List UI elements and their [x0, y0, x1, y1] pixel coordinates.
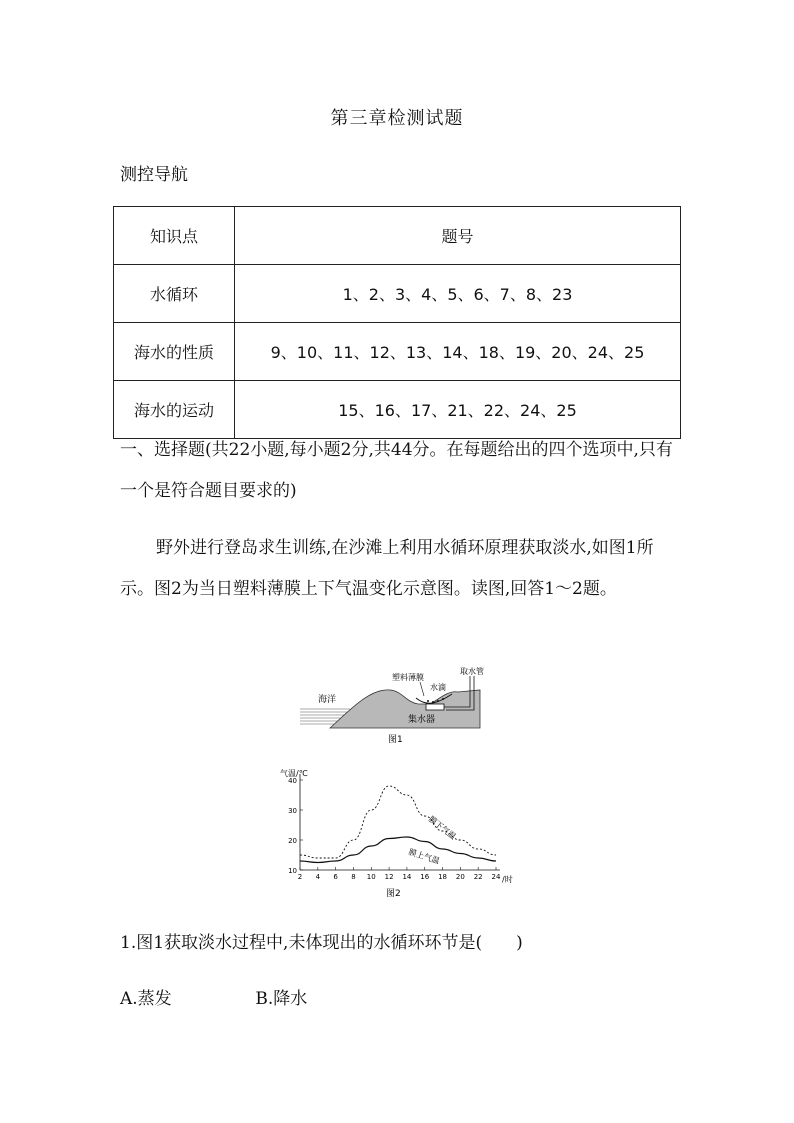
- series-line-1: [300, 837, 496, 866]
- series-label-under: 膜下气温: [426, 814, 458, 842]
- row-topic: 海水的性质: [114, 323, 235, 381]
- row-numbers: 1、2、3、4、5、6、7、8、23: [235, 265, 681, 323]
- label-pipe: 取水管: [460, 667, 484, 676]
- series-line-0: [300, 786, 496, 858]
- section-intro: 一、选择题(共22小题,每小题2分,共44分。在每题给出的四个选项中,只有一个是符合题目要求的): [120, 440, 673, 501]
- question-1: 1.图1获取淡水过程中,未体现出的水循环环节是( ): [120, 933, 523, 953]
- y-tick-label: 30: [288, 807, 297, 815]
- header-knowledge: 知识点: [114, 207, 235, 265]
- figure2-chart: [280, 768, 520, 908]
- nav-label: 测控导航: [120, 165, 188, 185]
- option-b[interactable]: B.降水: [255, 989, 308, 1009]
- chart-plot: [288, 774, 501, 881]
- x-tick-label: 18: [438, 873, 448, 881]
- label-ocean: 海洋: [318, 695, 337, 705]
- guide-table: [113, 206, 681, 439]
- sand-hill: [330, 690, 480, 728]
- row-topic: 水循环: [114, 265, 235, 323]
- y-tick-label: 20: [288, 837, 297, 845]
- figure1-diagram: [280, 660, 520, 750]
- x-tick-label: 6: [333, 873, 338, 881]
- figure2-caption: 图2: [386, 889, 401, 899]
- x-tick-label: 16: [420, 873, 430, 881]
- x-tick-label: 2: [297, 873, 303, 881]
- page-title: 第三章检测试题: [330, 108, 464, 129]
- series-label-over: 膜上气温: [407, 847, 441, 866]
- x-tick-label: 4: [315, 873, 321, 881]
- x-tick-label: 24: [491, 873, 501, 881]
- x-tick-label: 14: [402, 873, 412, 881]
- y-tick-label: 10: [288, 867, 297, 875]
- row-numbers: 15、16、17、21、22、24、25: [235, 381, 681, 439]
- x-tick-label: 10: [366, 873, 376, 881]
- label-drop: 水滴: [430, 683, 446, 692]
- chart-ylabel: 气温/℃: [280, 769, 308, 778]
- options: [120, 984, 385, 1009]
- x-tick-label: 22: [473, 873, 483, 881]
- x-tick-label: 20: [455, 873, 465, 881]
- figures: [280, 660, 520, 910]
- label-collector: 集水器: [408, 715, 436, 725]
- header-numbers: 题号: [235, 207, 681, 265]
- label-film: 塑料薄膜: [392, 673, 424, 682]
- option-a[interactable]: A.蒸发: [120, 989, 172, 1009]
- table-header-row: [114, 207, 681, 265]
- x-tick-label: 12: [384, 873, 394, 881]
- passage: 野外进行登岛求生训练,在沙滩上利用水循环原理获取淡水,如图1所示。图2为当日塑料薄膜上下气温变化示意图。读图,回答1～2题。: [120, 538, 654, 599]
- collector: [426, 704, 444, 710]
- y-tick-label: 40: [288, 777, 297, 785]
- row-topic: 海水的运动: [114, 381, 235, 439]
- table-row: [114, 323, 681, 381]
- x-tick-label: 8: [351, 873, 356, 881]
- chart-xunit: /时: [502, 875, 513, 884]
- row-numbers: 9、10、11、12、13、14、18、19、20、24、25: [235, 323, 681, 381]
- table-row: [114, 265, 681, 323]
- figure1-caption: 图1: [388, 735, 403, 745]
